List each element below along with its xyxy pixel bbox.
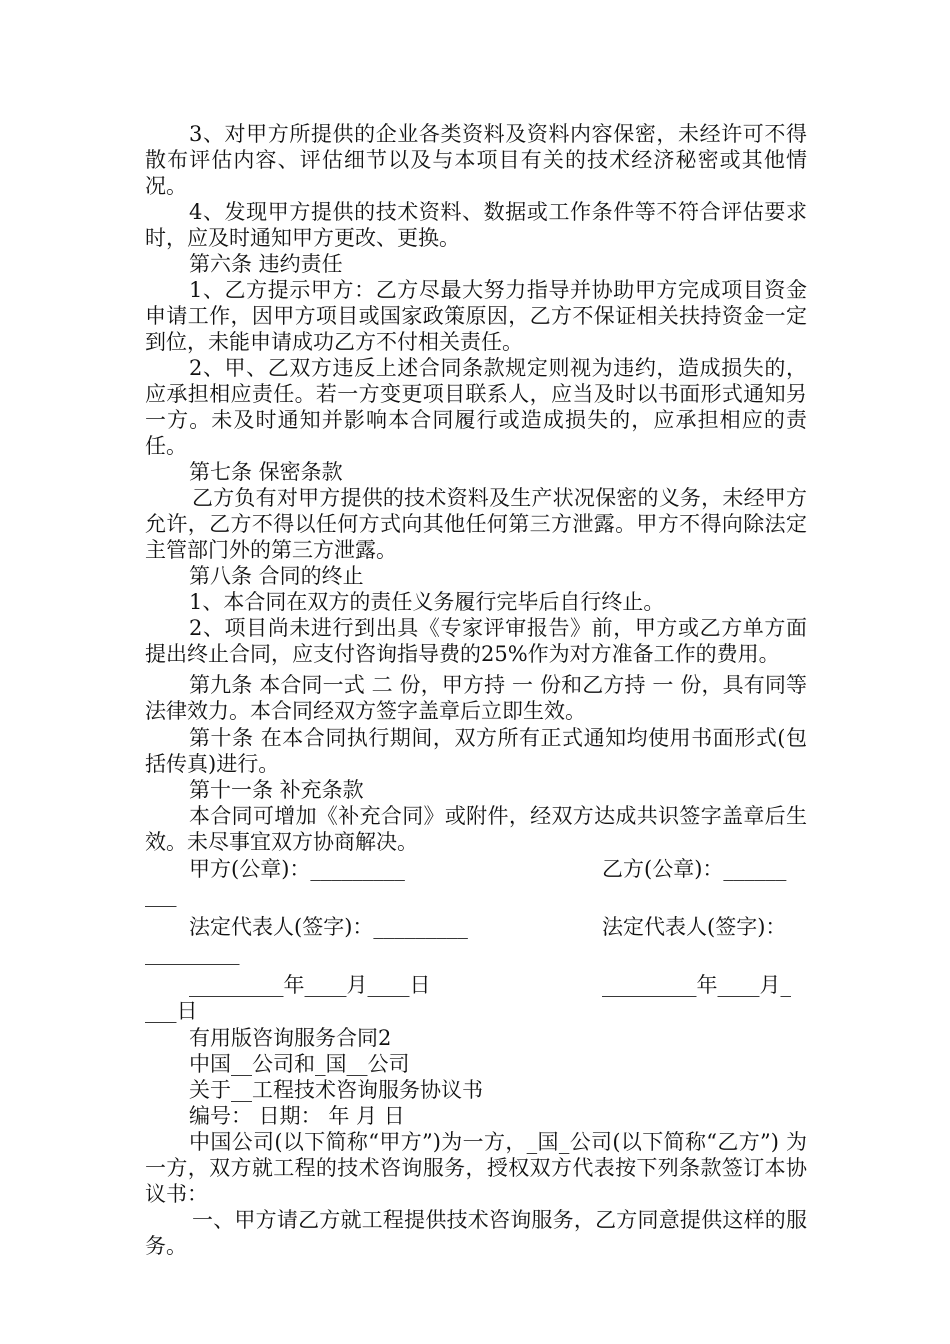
article-6-heading: 第六条 违约责任 (189, 252, 343, 276)
party-b-seal-continuation: ___ (145, 883, 177, 907)
signature-party-row (145, 856, 807, 882)
signature-date-row (145, 972, 807, 998)
article-7-body: 乙方负有对甲方提供的技术资料及生产状况保密的义务，未经甲方允许，乙方不得以任何方式向其他任何第三方泄露。甲方不得向除法定主管部门外的第三方泄露。 (145, 486, 807, 562)
date-b-continuation: ___日 (145, 999, 198, 1023)
signature-rep-row (145, 914, 807, 940)
clause-notify-4: 4、发现甲方提供的技术资料、数据或工作条件等不符合评估要求时，应及时通知甲方更改、更换。 (145, 200, 807, 250)
document-page (145, 121, 807, 1259)
rep-b-sign-continuation: _________ (145, 941, 240, 965)
article-6-item-1: 1、乙方提示甲方：乙方尽最大努力指导并协助甲方完成项目资金申请工作，因甲方项目或国家政策原因，乙方不保证相关扶持资金一定到位，未能申请成功乙方不付相关责任。 (145, 278, 807, 354)
rep-a-sign-line: 法定代表人(签字)：_________ (189, 915, 468, 939)
section-2-intro: 中国公司(以下简称“甲方”)为一方，_国_公司(以下简称“乙方”) 为一方，双方就工程的技术咨询服务，授权双方代表按下列条款签订本协议书： (145, 1130, 807, 1206)
article-8-heading: 第八条 合同的终止 (189, 564, 364, 588)
party-a-seal-line: 甲方(公章)：_________ (189, 857, 405, 881)
article-8-item-1: 1、本合同在双方的责任义务履行完毕后自行终止。 (189, 590, 665, 614)
clause-confidential-3: 3、对甲方所提供的企业各类资料及资料内容保密，未经许可不得散布评估内容、评估细节以及与本项目有关的技术经济秘密或其他情况。 (145, 122, 807, 198)
article-7-heading: 第七条 保密条款 (189, 460, 343, 484)
section-2-parties: 中国__公司和_国__公司 (189, 1052, 410, 1076)
article-9: 第九条 本合同一式 二 份，甲方持 一 份和乙方持 一 份，具有同等法律效力。本合同经双方签字盖章后立即生效。 (145, 673, 807, 723)
article-6-item-2: 2、甲、乙双方违反上述合同条款规定则视为违约，造成损失的，应承担相应责任。若一方变更项目联系人，应当及时以书面形式通知另一方。未及时通知并影响本合同履行或造成损失的，应承担相应的责任。 (145, 356, 807, 458)
section-2-title: 有用版咨询服务合同2 (189, 1026, 392, 1050)
party-b-seal-line: 乙方(公章)：______ (602, 857, 787, 881)
date-b-line: _________年____月_ (602, 973, 791, 997)
article-11-heading: 第十一条 补充条款 (189, 778, 364, 802)
section-2-number-date: 编号： 日期： 年 月 日 (189, 1104, 405, 1128)
date-a-line: _________年____月____日 (189, 973, 431, 997)
article-11-body: 本合同可增加《补充合同》或附件，经双方达成共识签字盖章后生效。未尽事宜双方协商解决。 (145, 804, 807, 854)
section-2-clause-1: 一、甲方请乙方就工程提供技术咨询服务，乙方同意提供这样的服务。 (145, 1208, 807, 1258)
article-8-item-2: 2、项目尚未进行到出具《专家评审报告》前，甲方或乙方单方面提出终止合同，应支付咨询指导费的25%作为对方准备工作的费用。 (145, 616, 807, 666)
section-2-subject: 关于__工程技术咨询服务协议书 (189, 1078, 483, 1102)
rep-b-sign-line: 法定代表人(签字)： (602, 915, 787, 939)
article-10: 第十条 在本合同执行期间，双方所有正式通知均使用书面形式(包括传真)进行。 (145, 726, 807, 776)
